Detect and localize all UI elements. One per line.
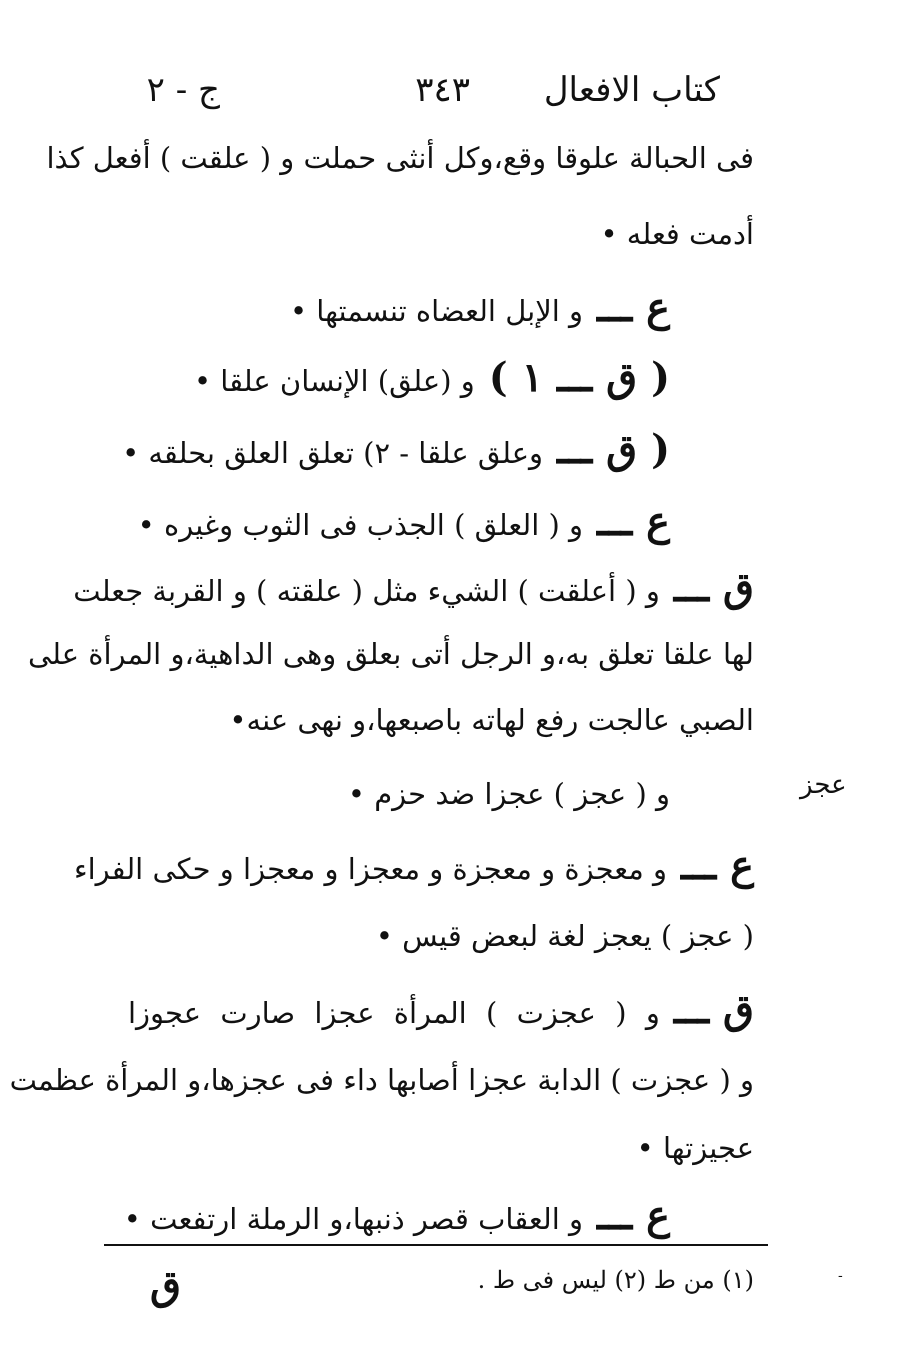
entry-text: و (علق) الإنسان علقا •: [193, 364, 475, 398]
entry-line: [289, 284, 670, 331]
page-number: ٣٤٣: [415, 70, 470, 110]
entry-line: [73, 564, 754, 611]
entry-text: و العقاب قصر ذنبها،و الرملة ارتفعت •: [123, 1202, 584, 1236]
entry-marker: ( ق ـــ: [557, 426, 670, 473]
text-line: و ( عجزت ) الدابة عجزا أصابها داء فى عجزها،و المرأة عظمت: [9, 1063, 754, 1097]
entry-line: [348, 774, 670, 814]
entry-line: [123, 1192, 670, 1239]
footnote-divider: [104, 1244, 768, 1246]
footnote: (١) من ط (٢) ليس فى ط .: [477, 1266, 754, 1294]
entry-line: [193, 354, 670, 401]
text-line: ( عجز ) يعجز لغة لبعض قيس •: [375, 919, 754, 953]
entry-marker: ع ـــ: [597, 284, 670, 331]
entry-text: وعلق علقا - ٢) تعلق العلق بحلقه •: [122, 436, 544, 470]
entry-marker: ق ـــ: [673, 986, 754, 1033]
entry-marker: ( ق ـــ ١ ): [488, 354, 670, 401]
page-header: [140, 70, 720, 120]
entry-marker: ع ـــ: [597, 498, 670, 545]
entry-text: و ( عجز ) عجزا ضد حزم •: [347, 777, 670, 811]
text-line: عجيزتها •: [636, 1131, 754, 1165]
entry-text: و معجزة و معجزة و معجزا و معجزا و حكى الفراء: [73, 852, 668, 886]
entry-text: و ( عجزت ) المرأة عجزا صارت عجوزا: [128, 996, 660, 1030]
text-line: لها علقا تعلق به،و الرجل أتى بعلق وهى الداهية،و المرأة على: [28, 637, 754, 671]
volume-number: ج - ٢: [146, 70, 220, 110]
text-line: فى الحبالة علوقا وقع،وكل أنثى حملت و ( علقت ) أفعل كذا: [46, 141, 754, 175]
entry-marker: ع ـــ: [681, 842, 754, 889]
book-title: كتاب الافعال: [543, 70, 720, 110]
margin-mark: -: [838, 1268, 843, 1284]
entry-marker: ق ـــ: [673, 564, 754, 611]
entry-line: [122, 426, 670, 473]
catchword: ق: [150, 1262, 182, 1309]
entry-line: [128, 986, 754, 1033]
entry-line: [137, 498, 670, 545]
text-line: أدمت فعله •: [600, 217, 754, 251]
margin-root-word: عجز: [800, 770, 847, 800]
text-line: الصبي عالجت رفع لهاته باصبعها،و نهى عنه•: [229, 703, 754, 737]
entry-text: و ( العلق ) الجذب فى الثوب وغيره •: [137, 508, 584, 542]
entry-text: و ( أعلقت ) الشيء مثل ( علقته ) و القربة جعلت: [73, 574, 660, 608]
entry-line: [73, 842, 754, 889]
entry-marker: ع ـــ: [597, 1192, 670, 1239]
entry-text: و الإبل العضاه تنسمتها •: [289, 294, 584, 328]
